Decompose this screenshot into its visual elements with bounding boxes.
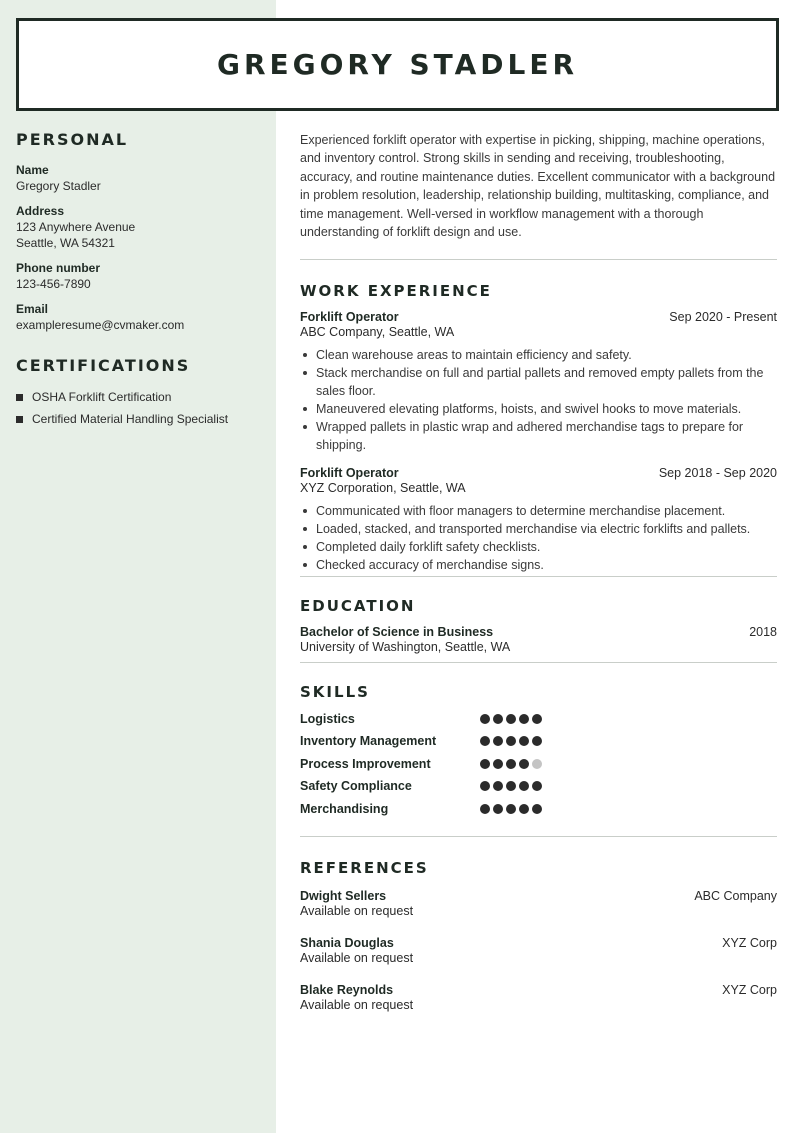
skills-list bbox=[300, 707, 777, 820]
field-label: Email bbox=[16, 302, 49, 316]
job-dates: Sep 2020 - Present bbox=[669, 310, 777, 325]
job-bullets bbox=[300, 346, 777, 454]
rating-dot-filled-icon bbox=[480, 781, 490, 791]
certifications-heading: CERTIFICATIONS bbox=[16, 356, 191, 375]
job-header bbox=[300, 310, 777, 324]
job-company: XYZ Corporation, Seattle, WA bbox=[300, 481, 466, 496]
skill-rating bbox=[480, 736, 542, 746]
rating-dot-filled-icon bbox=[532, 804, 542, 814]
rating-dot-filled-icon bbox=[506, 759, 516, 769]
work-experience-heading: WORK EXPERIENCE bbox=[300, 282, 492, 301]
reference-header bbox=[300, 936, 777, 950]
skill-name: Merchandising bbox=[300, 801, 389, 816]
square-bullet-icon bbox=[16, 416, 23, 423]
section-divider bbox=[300, 576, 777, 577]
skill-name: Logistics bbox=[300, 711, 355, 726]
skill-name: Safety Compliance bbox=[300, 779, 412, 794]
certification-item bbox=[16, 411, 266, 427]
reference-note: Available on request bbox=[300, 950, 414, 965]
education-header bbox=[300, 625, 777, 639]
rating-dot-filled-icon bbox=[493, 736, 503, 746]
reference-note: Available on request bbox=[300, 997, 414, 1012]
field-address bbox=[16, 203, 266, 251]
degree-title: Bachelor of Science in Business bbox=[300, 625, 494, 640]
skill-row bbox=[300, 752, 777, 775]
job-bullet: Communicated with floor managers to determine merchandise placement. bbox=[300, 502, 777, 520]
job-entry bbox=[300, 310, 777, 454]
skill-rating bbox=[480, 714, 542, 724]
field-label: Address bbox=[16, 204, 65, 218]
rating-dot-filled-icon bbox=[532, 714, 542, 724]
main-content bbox=[300, 131, 777, 1030]
rating-dot-filled-icon bbox=[493, 714, 503, 724]
personal-heading: PERSONAL bbox=[16, 130, 129, 149]
rating-dot-filled-icon bbox=[480, 759, 490, 769]
job-company: ABC Company, Seattle, WA bbox=[300, 325, 455, 340]
reference-header bbox=[300, 889, 777, 903]
certification-text: Certified Material Handling Specialist bbox=[32, 412, 229, 426]
job-bullet: Stack merchandise on full and partial pallets and removed empty pallets from the sales floor. bbox=[300, 364, 777, 400]
reference-name: Dwight Sellers bbox=[300, 888, 387, 903]
references-list bbox=[300, 889, 777, 1014]
job-bullet: Maneuvered elevating platforms, hoists, and swivel hooks to move materials. bbox=[300, 400, 777, 418]
skill-name: Process Improvement bbox=[300, 756, 431, 771]
skill-rating bbox=[480, 759, 542, 769]
rating-dot-filled-icon bbox=[480, 804, 490, 814]
reference-entry bbox=[300, 983, 777, 1014]
rating-dot-filled-icon bbox=[493, 759, 503, 769]
education-school: University of Washington, Seattle, WA bbox=[300, 640, 511, 655]
field-phone bbox=[16, 260, 266, 292]
field-value: exampleresume@cvmaker.com bbox=[16, 318, 185, 332]
job-dates: Sep 2018 - Sep 2020 bbox=[658, 466, 777, 481]
field-name bbox=[16, 162, 266, 194]
job-title: Forklift Operator bbox=[300, 466, 399, 481]
sidebar bbox=[16, 130, 266, 433]
field-label: Phone number bbox=[16, 261, 101, 275]
reference-entry bbox=[300, 889, 777, 920]
field-value: 123-456-7890 bbox=[16, 277, 91, 291]
education-year: 2018 bbox=[749, 625, 777, 640]
job-header bbox=[300, 466, 777, 480]
job-bullet: Checked accuracy of merchandise signs. bbox=[300, 556, 777, 574]
reference-header bbox=[300, 983, 777, 997]
rating-dot-filled-icon bbox=[519, 759, 529, 769]
rating-dot-filled-icon bbox=[519, 804, 529, 814]
education-heading: EDUCATION bbox=[300, 597, 416, 616]
rating-dot-filled-icon bbox=[519, 714, 529, 724]
field-value: 123 Anywhere Avenue bbox=[16, 220, 136, 234]
reference-name: Shania Douglas bbox=[300, 935, 394, 950]
skill-row bbox=[300, 707, 777, 730]
skill-rating bbox=[480, 781, 542, 791]
rating-dot-filled-icon bbox=[493, 781, 503, 791]
certifications-list bbox=[16, 389, 266, 427]
reference-org: ABC Company bbox=[694, 888, 777, 903]
rating-dot-filled-icon bbox=[506, 714, 516, 724]
rating-dot-filled-icon bbox=[493, 804, 503, 814]
skill-name: Inventory Management bbox=[300, 734, 437, 749]
reference-note: Available on request bbox=[300, 903, 414, 918]
job-bullets bbox=[300, 502, 777, 574]
rating-dot-filled-icon bbox=[532, 781, 542, 791]
rating-dot-filled-icon bbox=[506, 781, 516, 791]
reference-name: Blake Reynolds bbox=[300, 982, 394, 997]
rating-dot-filled-icon bbox=[532, 736, 542, 746]
rating-dot-filled-icon bbox=[480, 714, 490, 724]
education-entry bbox=[300, 625, 777, 656]
field-email bbox=[16, 301, 266, 333]
job-entry bbox=[300, 466, 777, 574]
rating-dot-filled-icon bbox=[506, 804, 516, 814]
field-value: Seattle, WA 54321 bbox=[16, 236, 115, 250]
job-bullet: Clean warehouse areas to maintain efficiency and safety. bbox=[300, 346, 777, 364]
rating-dot-filled-icon bbox=[480, 736, 490, 746]
reference-entry bbox=[300, 936, 777, 967]
skill-rating bbox=[480, 804, 542, 814]
rating-dot-filled-icon bbox=[506, 736, 516, 746]
rating-dot-filled-icon bbox=[519, 736, 529, 746]
field-label: Name bbox=[16, 163, 49, 177]
rating-dot-empty-icon bbox=[532, 759, 542, 769]
section-divider bbox=[300, 259, 777, 260]
references-heading: REFERENCES bbox=[300, 858, 429, 877]
section-divider bbox=[300, 836, 777, 837]
job-bullet: Loaded, stacked, and transported merchandise via electric forklifts and pallets. bbox=[300, 520, 777, 538]
job-title: Forklift Operator bbox=[300, 310, 399, 325]
square-bullet-icon bbox=[16, 394, 23, 401]
skill-row bbox=[300, 730, 777, 753]
skill-row bbox=[300, 797, 777, 820]
skills-heading: SKILLS bbox=[300, 683, 370, 702]
name-header-box bbox=[16, 18, 779, 111]
job-bullet: Completed daily forklift safety checklists. bbox=[300, 538, 777, 556]
certification-item bbox=[16, 389, 266, 405]
candidate-name: GREGORY STADLER bbox=[216, 48, 579, 81]
field-value: Gregory Stadler bbox=[16, 179, 101, 193]
skill-row bbox=[300, 775, 777, 798]
certification-text: OSHA Forklift Certification bbox=[32, 390, 172, 404]
profile-summary: Experienced forklift operator with expertise in picking, shipping, machine operations, and inventory control. Strong skills in sending and receiving, troubleshooting, accuracy, and routine maintenance duties. Excellent communicator with a background in problem resolution, leadership, relationship building, multitasking, compliance, and time management. Well-versed in workflow management with a thorough understanding of forklift design and use. bbox=[300, 133, 776, 240]
reference-org: XYZ Corp bbox=[722, 935, 777, 950]
reference-org: XYZ Corp bbox=[722, 982, 777, 997]
rating-dot-filled-icon bbox=[519, 781, 529, 791]
section-divider bbox=[300, 662, 777, 663]
job-bullet: Wrapped pallets in plastic wrap and adhered merchandise tags to prepare for shipping. bbox=[300, 418, 777, 454]
